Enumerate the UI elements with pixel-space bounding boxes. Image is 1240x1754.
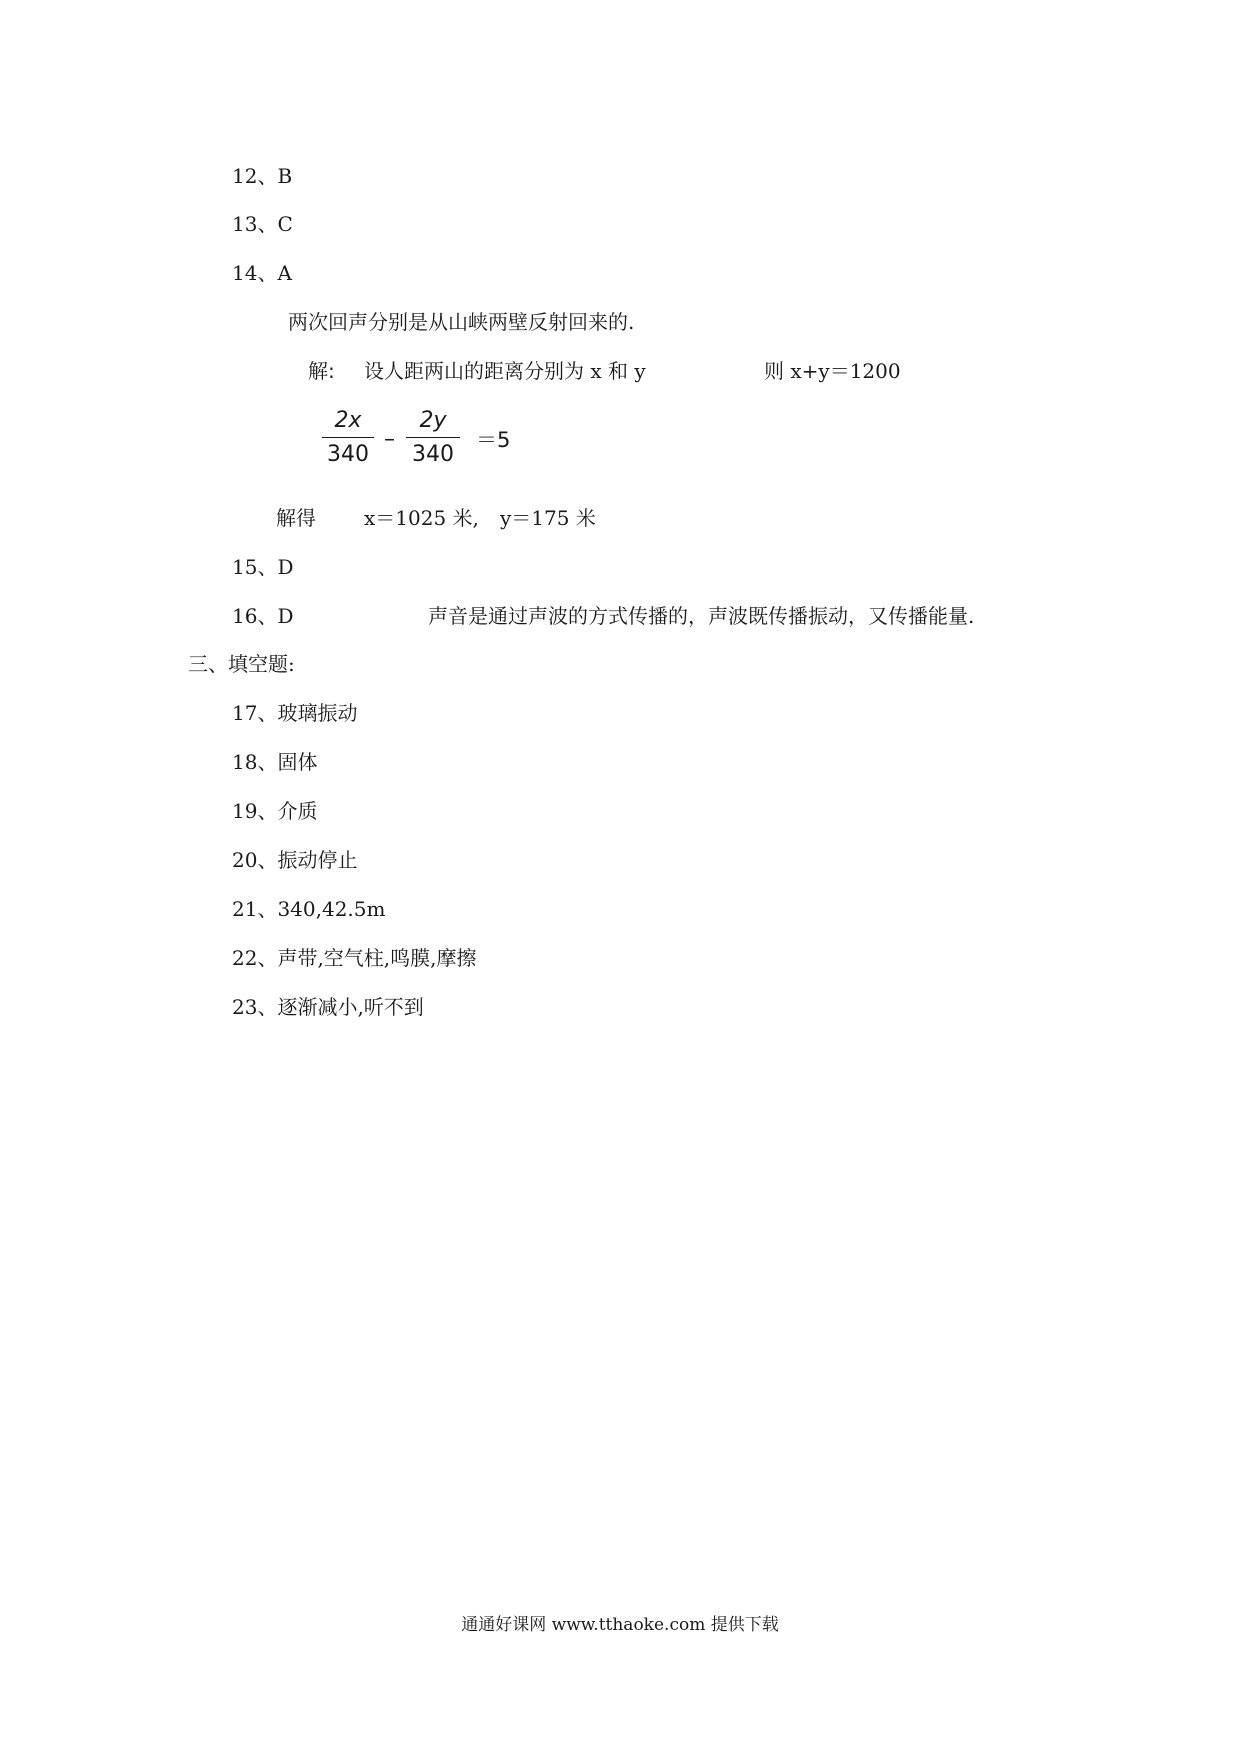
answer-21: 21、340,42.5m — [232, 897, 386, 921]
answer-label: 解得 — [276, 506, 316, 530]
answer-16: 16、D — [232, 604, 294, 628]
fraction-right-denominator: 340 — [412, 442, 454, 467]
solution-label: 解: — [308, 359, 335, 383]
explanation-14-intro: 两次回声分别是从山峡两壁反射回来的. — [288, 310, 635, 334]
answer-13: 13、C — [232, 212, 293, 236]
answer-17: 17、玻璃振动 — [232, 701, 358, 725]
fraction-right-numerator: 2y — [419, 408, 447, 433]
answer-22: 22、声带,空气柱,鸣膜,摩擦 — [232, 946, 477, 970]
answer-18: 18、固体 — [232, 750, 318, 774]
answer-23: 23、逐渐减小,听不到 — [232, 995, 424, 1019]
answer-x-value: x＝1025 米, — [364, 506, 479, 530]
fraction-left-bar — [322, 437, 374, 438]
answer-20: 20、振动停止 — [232, 848, 358, 872]
solution-sum-equation: 则 x+y＝1200 — [764, 359, 901, 383]
answer-14: 14、A — [232, 261, 292, 285]
answer-19: 19、介质 — [232, 799, 318, 823]
fraction-left-denominator: 340 — [327, 442, 369, 467]
fraction-left — [322, 408, 374, 468]
minus-sign: – — [384, 427, 395, 452]
page-footer: 通通好课网 www.tthaoke.com 提供下载 — [461, 1615, 779, 1635]
answer-y-value: y＝175 米 — [500, 506, 596, 530]
solution-setup: 设人距两山的距离分别为 x 和 y — [364, 359, 646, 383]
section3-title: 三、填空题: — [188, 652, 295, 676]
fraction-right-bar — [406, 437, 460, 438]
explanation-16: 声音是通过声波的方式传播的，声波既传播振动，又传播能量. — [428, 604, 975, 628]
answer-12: 12、B — [232, 164, 293, 188]
fraction-left-numerator: 2x — [334, 408, 362, 433]
answer-15: 15、D — [232, 555, 294, 579]
fraction-right — [406, 408, 460, 468]
equation-result: ＝5 — [476, 428, 511, 452]
